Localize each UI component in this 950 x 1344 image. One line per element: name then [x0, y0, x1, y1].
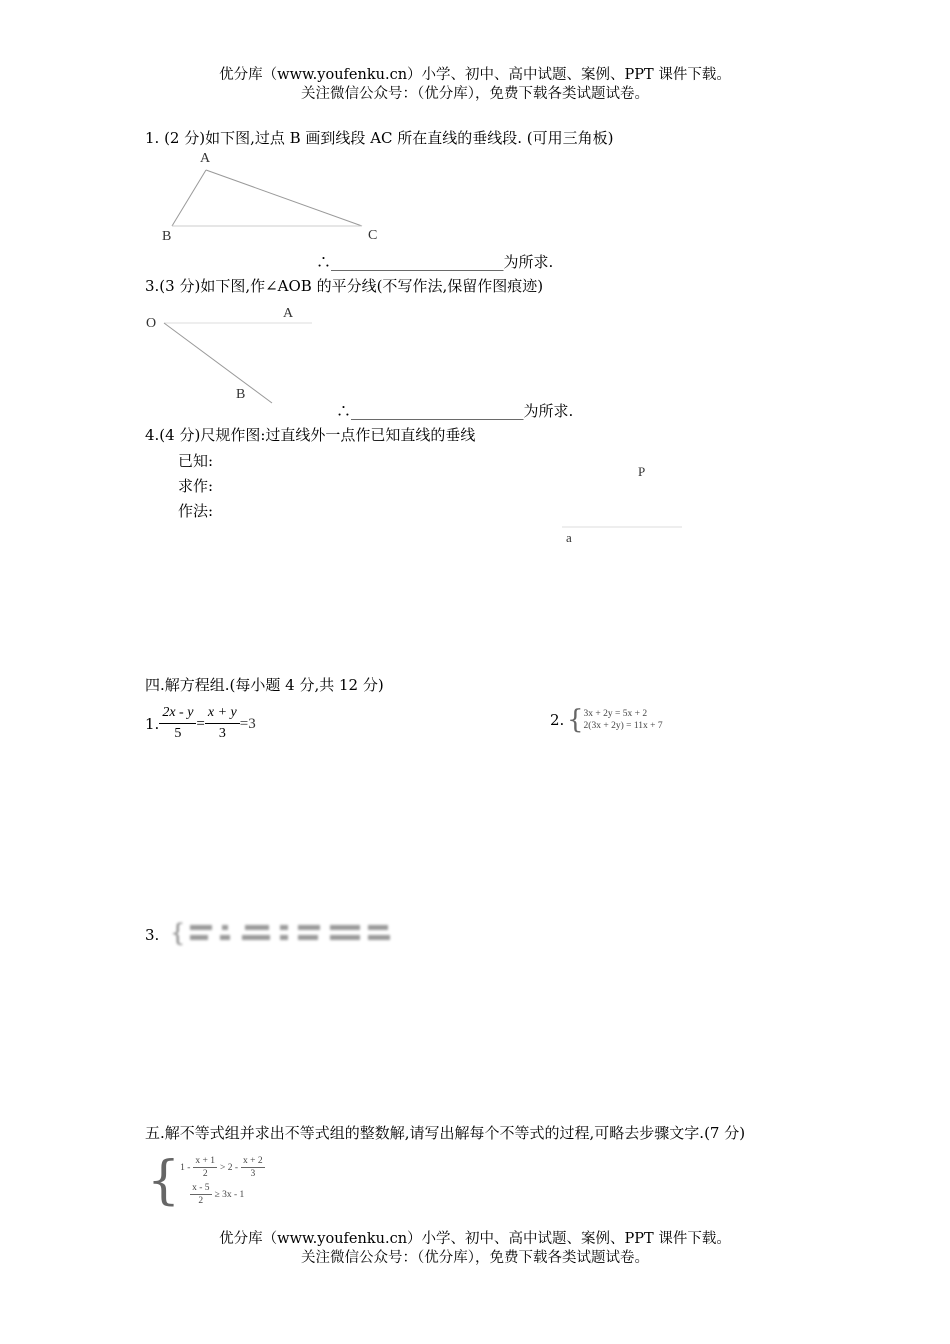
footer — [0, 1230, 950, 1268]
inequality-1-middle: > 2 - — [220, 1162, 239, 1173]
known-label: 已知: — [178, 452, 214, 470]
ineq-1-frac-2-den: 3 — [250, 1169, 256, 1179]
fraction-2-numerator: x + y — [205, 703, 240, 724]
fraction-1-numerator: 2x - y — [159, 703, 196, 724]
inequality-2 — [180, 1182, 268, 1207]
brace-icon: { — [567, 705, 584, 735]
question-3-answer: ∴_______________________为所求. — [336, 402, 574, 420]
equals-sign: = — [196, 715, 205, 732]
svg-text:{: { — [170, 920, 186, 946]
inequality-1-fraction-2 — [241, 1155, 265, 1180]
ineq-1-frac-1-num: x + 1 — [195, 1156, 215, 1166]
section-4-title: 四.解方程组.(每小题 4 分,共 12 分) — [145, 676, 384, 694]
line-a-label: a — [566, 530, 572, 545]
point-c-label: C — [368, 228, 378, 243]
fraction-1-denominator: 5 — [174, 726, 182, 741]
equation-1-number: 1. — [145, 714, 160, 733]
question-1-answer: ∴_______________________为所求. — [316, 253, 554, 271]
equation-1 — [145, 703, 256, 744]
header-line-1: 优分库（www.youfenku.cn）小学、初中、高中试题、案例、PPT 课件下载。 — [219, 67, 731, 83]
header — [0, 66, 950, 104]
footer-line-2: 关注微信公众号：（优分库），免费下载各类试题试卷。 — [301, 1250, 649, 1266]
ineq-1-frac-1-den: 2 — [202, 1169, 208, 1179]
equation-3-number: 3. — [145, 926, 160, 944]
header-line-2: 关注微信公众号：（优分库），免费下载各类试题试卷。 — [301, 86, 649, 102]
equation-1-fraction-2 — [205, 703, 240, 744]
point-b-label: B — [162, 229, 172, 244]
segment-ab — [172, 170, 206, 226]
ineq-2-frac-num: x - 5 — [192, 1183, 210, 1193]
equation-3-blurred-image — [170, 920, 395, 946]
point-p-label: P — [638, 464, 646, 479]
point-a-label-q3: A — [283, 306, 294, 321]
question-1-text: 1. (2 分)如下图,过点 B 画到线段 AC 所在直线的垂线段. (可用三角板) — [145, 129, 614, 147]
equation-2-line-1: 3x + 2y = 5x + 2 — [583, 709, 648, 719]
footer-line-1: 优分库（www.youfenku.cn）小学、初中、高中试题、案例、PPT 课件下载。 — [219, 1231, 731, 1247]
equation-2-line-2: 2(3x + 2y) = 11x + 7 — [583, 721, 663, 731]
triangle-figure — [150, 150, 390, 245]
ineq-2-frac-den: 2 — [198, 1196, 204, 1206]
equation-2-system — [567, 707, 663, 733]
inequality-system — [147, 1151, 268, 1211]
point-a-label: A — [200, 151, 211, 166]
inequality-1 — [180, 1155, 268, 1180]
inequality-1-left: 1 - — [180, 1162, 191, 1173]
inequality-2-rest: ≥ 3x - 1 — [214, 1189, 245, 1200]
question-4-text: 4.(4 分)尺规作图:过直线外一点作已知直线的垂线 — [145, 426, 476, 444]
fraction-2-denominator: 3 — [218, 726, 226, 741]
segment-ac — [206, 170, 362, 226]
point-o-label: O — [146, 316, 157, 331]
equation-2-number: 2. — [550, 711, 565, 729]
method-label: 作法: — [178, 502, 214, 520]
question-3-text: 3.(3 分)如下图,作∠AOB 的平分线(不写作法,保留作图痕迹) — [145, 277, 544, 295]
inequality-1-fraction-1 — [193, 1155, 217, 1180]
find-label: 求作: — [178, 477, 214, 495]
section-5-title: 五.解不等式组并求出不等式组的整数解,请写出解每个不等式的过程,可略去步骤文字.(7 分) — [145, 1124, 746, 1142]
point-b-label-q3: B — [236, 387, 246, 402]
equation-1-fraction-1 — [159, 703, 196, 744]
system-brace-icon: { — [147, 1151, 181, 1211]
equation-1-rest: =3 — [239, 715, 256, 732]
line-a-figure — [560, 520, 690, 530]
ray-ob — [164, 323, 272, 403]
ineq-1-frac-2-num: x + 2 — [243, 1156, 263, 1166]
inequality-2-fraction — [190, 1182, 211, 1207]
